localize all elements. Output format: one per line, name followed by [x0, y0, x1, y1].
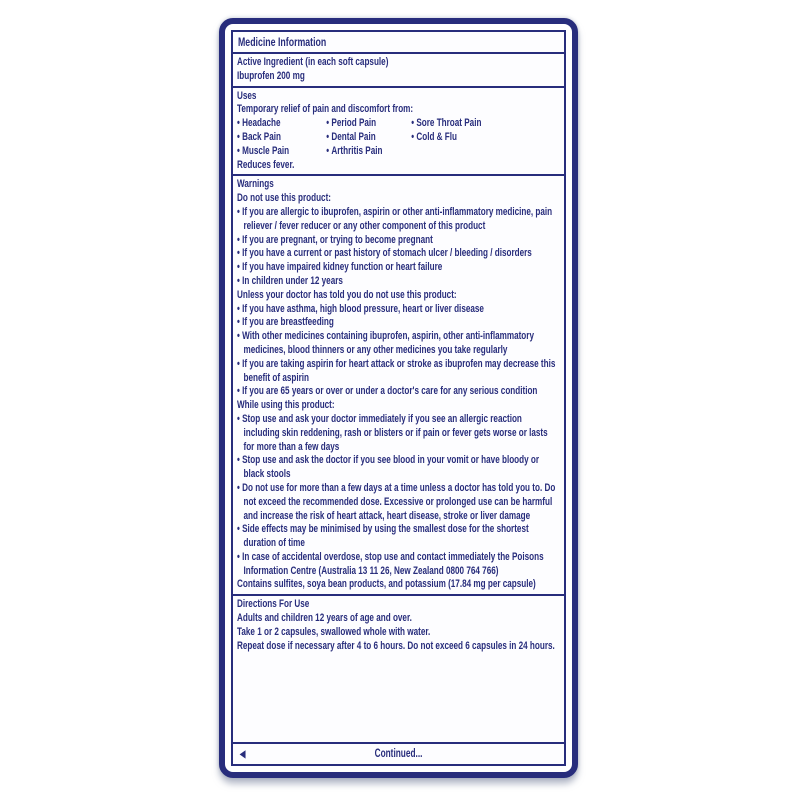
directions-line: Adults and children 12 years of age and over. [237, 612, 412, 625]
uses-footer: Reduces fever. [237, 158, 295, 171]
label-title: Medicine Information [238, 35, 327, 49]
active-ingredient-heading: Active Ingredient (in each soft capsule) [237, 56, 389, 68]
warning-item: • Do not use for more than a few days at a time unless a doctor has told you to. Do not exceed the recommended dose. Excessive or prolonged use can be harmful and increase the risk of heart attack, heart disease, stroke or liver damage [237, 482, 560, 523]
uses-column-2 [326, 117, 411, 158]
uses-item: • Arthritis Pain [326, 145, 411, 159]
warning-item: • If you are 65 years or over or under a doctor's care for any serious condition [237, 385, 560, 399]
uses-column-3 [411, 117, 560, 158]
warning-item: • Stop use and ask your doctor immediately if you see an allergic reaction including skin reddening, rash or blisters or if pain or fever gets worse or lasts for more than a few days [237, 413, 560, 454]
continued-left-arrow-icon: ◀ [239, 749, 246, 760]
uses-item: • Period Pain [326, 117, 411, 131]
medicine-label-card [219, 18, 578, 778]
uses-item: • Muscle Pain [237, 145, 326, 159]
warnings-contains-note: Contains sulfites, soya bean products, and potassium (17.84 mg per capsule) [237, 578, 536, 591]
warning-item: • If you are taking aspirin for heart attack or stroke as ibuprofen may decrease this benefit of aspirin [237, 358, 560, 386]
warning-item: • In children under 12 years [237, 275, 560, 289]
warning-item: • In case of accidental overdose, stop use and contact immediately the Poisons Information Centre (Australia 13 11 26, New Zealand 0800 764 766) [237, 551, 560, 579]
warnings-subheading-while-using: While using this product: [237, 399, 335, 412]
warning-item: • With other medicines containing ibuprofen, aspirin, other anti-inflammatory medicines, blood thinners or any other medicines you take regularly [237, 330, 560, 358]
warning-item: • If you have a current or past history of stomach ulcer / bleeding / disorders [237, 247, 560, 261]
section-active-ingredient [233, 52, 564, 86]
uses-item: • Headache [237, 117, 326, 131]
uses-item: • Dental Pain [326, 131, 411, 145]
uses-column-1 [237, 117, 326, 158]
section-warnings [233, 174, 564, 594]
uses-intro: Temporary relief of pain and discomfort from: [237, 103, 414, 116]
uses-item: • Cold & Flu [411, 131, 560, 145]
warnings-subheading-do-not-use: Do not use this product: [237, 192, 331, 205]
warnings-heading: Warnings [237, 178, 274, 191]
warning-item: • If you have asthma, high blood pressure, heart or liver disease [237, 303, 560, 317]
section-uses [233, 86, 564, 175]
section-directions [233, 594, 564, 742]
warning-item: • Side effects may be minimised by using the smallest dose for the shortest duration of time [237, 523, 560, 551]
warning-item: • If you are pregnant, or trying to become pregnant [237, 234, 560, 248]
uses-heading: Uses [237, 89, 257, 102]
warnings-subheading-unless-doctor: Unless your doctor has told you do not use this product: [237, 288, 457, 301]
directions-line: Repeat dose if necessary after 4 to 6 hours. Do not exceed 6 capsules in 24 hours. [237, 639, 555, 652]
continued-bar [233, 742, 564, 764]
warning-item: • If you are allergic to ibuprofen, aspirin or other anti-inflammatory medicine, pain reliever / fever reducer or any other component of this product [237, 206, 560, 234]
directions-line: Take 1 or 2 capsules, swallowed whole with water. [237, 625, 431, 638]
uses-columns [237, 117, 560, 158]
directions-heading: Directions For Use [237, 598, 310, 611]
medicine-label-inner-panel [231, 30, 566, 766]
active-ingredient-value: Ibuprofen 200 mg [237, 69, 305, 82]
uses-item: • Back Pain [237, 131, 326, 145]
warning-item: • Stop use and ask the doctor if you see blood in your vomit or have bloody or black stools [237, 454, 560, 482]
uses-item: • Sore Throat Pain [411, 117, 560, 131]
warning-item: • If you have impaired kidney function or heart failure [237, 261, 560, 275]
continued-text: Continued... [374, 748, 423, 760]
section-title [233, 32, 564, 52]
warning-item: • If you are breastfeeding [237, 316, 560, 330]
